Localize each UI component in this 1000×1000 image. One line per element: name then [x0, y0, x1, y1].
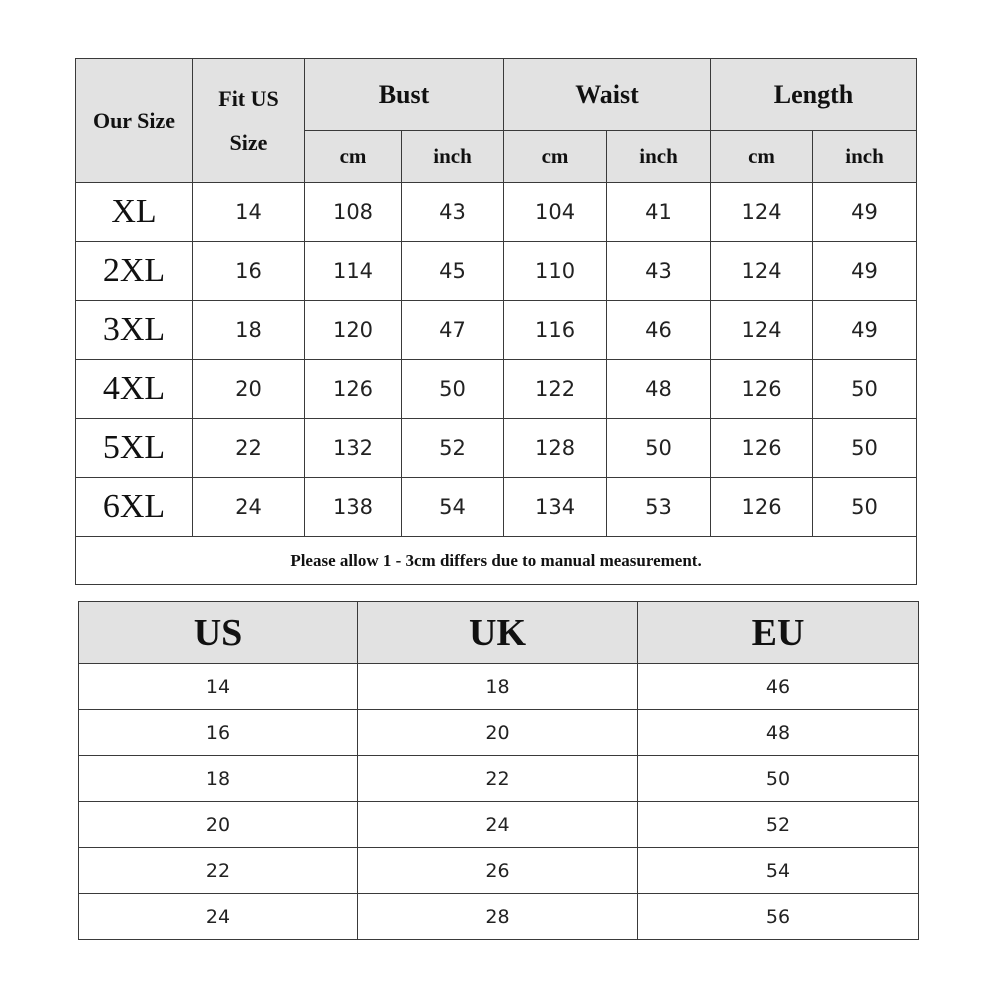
fit-us-cell: 14 — [193, 183, 305, 242]
header-waist-inch: inch — [607, 131, 711, 183]
conversion-row — [79, 802, 919, 848]
uk-cell: 28 — [358, 894, 638, 940]
us-cell: 16 — [79, 710, 358, 756]
bust-inch-cell: 50 — [402, 360, 504, 419]
waist-cm-cell: 104 — [504, 183, 607, 242]
waist-cm-cell: 122 — [504, 360, 607, 419]
length-inch-cell: 50 — [813, 478, 917, 537]
eu-cell: 56 — [638, 894, 919, 940]
bust-cm-cell: 108 — [305, 183, 402, 242]
uk-cell: 18 — [358, 664, 638, 710]
size-cell: 4XL — [76, 360, 193, 419]
length-inch-cell: 49 — [813, 301, 917, 360]
waist-inch-cell: 41 — [607, 183, 711, 242]
fit-us-cell: 16 — [193, 242, 305, 301]
size-row — [76, 419, 917, 478]
fit-us-cell: 18 — [193, 301, 305, 360]
size-cell: 2XL — [76, 242, 193, 301]
waist-cm-cell: 116 — [504, 301, 607, 360]
bust-cm-cell: 114 — [305, 242, 402, 301]
us-cell: 20 — [79, 802, 358, 848]
size-conversion-table — [78, 601, 919, 940]
header-waist: Waist — [504, 59, 711, 131]
us-cell: 22 — [79, 848, 358, 894]
fit-us-cell: 22 — [193, 419, 305, 478]
uk-cell: 26 — [358, 848, 638, 894]
us-cell: 18 — [79, 756, 358, 802]
eu-cell: 50 — [638, 756, 919, 802]
size-chart-table — [75, 58, 917, 585]
eu-cell: 54 — [638, 848, 919, 894]
header-us: US — [79, 602, 358, 664]
conversion-row — [79, 848, 919, 894]
waist-cm-cell: 128 — [504, 419, 607, 478]
header-bust: Bust — [305, 59, 504, 131]
header-fit-us-size: Fit US Size — [193, 59, 305, 183]
size-cell: XL — [76, 183, 193, 242]
conversion-row — [79, 894, 919, 940]
header-length-inch: inch — [813, 131, 917, 183]
waist-cm-cell: 134 — [504, 478, 607, 537]
length-cm-cell: 126 — [711, 360, 813, 419]
bust-inch-cell: 45 — [402, 242, 504, 301]
bust-cm-cell: 138 — [305, 478, 402, 537]
length-cm-cell: 126 — [711, 419, 813, 478]
length-inch-cell: 50 — [813, 360, 917, 419]
length-inch-cell: 49 — [813, 242, 917, 301]
waist-inch-cell: 46 — [607, 301, 711, 360]
bust-cm-cell: 126 — [305, 360, 402, 419]
waist-cm-cell: 110 — [504, 242, 607, 301]
bust-cm-cell: 120 — [305, 301, 402, 360]
fit-us-cell: 20 — [193, 360, 305, 419]
header-bust-cm: cm — [305, 131, 402, 183]
waist-inch-cell: 43 — [607, 242, 711, 301]
length-cm-cell: 126 — [711, 478, 813, 537]
bust-inch-cell: 47 — [402, 301, 504, 360]
uk-cell: 22 — [358, 756, 638, 802]
header-length: Length — [711, 59, 917, 131]
fit-us-cell: 24 — [193, 478, 305, 537]
waist-inch-cell: 48 — [607, 360, 711, 419]
header-length-cm: cm — [711, 131, 813, 183]
size-row — [76, 360, 917, 419]
size-cell: 5XL — [76, 419, 193, 478]
us-cell: 24 — [79, 894, 358, 940]
size-row — [76, 183, 917, 242]
size-row — [76, 242, 917, 301]
header-uk: UK — [358, 602, 638, 664]
bust-inch-cell: 52 — [402, 419, 504, 478]
eu-cell: 46 — [638, 664, 919, 710]
conversion-row — [79, 664, 919, 710]
length-cm-cell: 124 — [711, 183, 813, 242]
bust-inch-cell: 54 — [402, 478, 504, 537]
size-row — [76, 301, 917, 360]
length-inch-cell: 50 — [813, 419, 917, 478]
conversion-row — [79, 756, 919, 802]
measurement-note: Please allow 1 - 3cm differs due to manual measurement. — [76, 537, 917, 585]
waist-inch-cell: 50 — [607, 419, 711, 478]
header-our-size: Our Size — [76, 59, 193, 183]
header-bust-inch: inch — [402, 131, 504, 183]
length-inch-cell: 49 — [813, 183, 917, 242]
conversion-row — [79, 710, 919, 756]
waist-inch-cell: 53 — [607, 478, 711, 537]
bust-cm-cell: 132 — [305, 419, 402, 478]
us-cell: 14 — [79, 664, 358, 710]
eu-cell: 52 — [638, 802, 919, 848]
bust-inch-cell: 43 — [402, 183, 504, 242]
header-waist-cm: cm — [504, 131, 607, 183]
length-cm-cell: 124 — [711, 301, 813, 360]
size-cell: 3XL — [76, 301, 193, 360]
length-cm-cell: 124 — [711, 242, 813, 301]
size-cell: 6XL — [76, 478, 193, 537]
eu-cell: 48 — [638, 710, 919, 756]
uk-cell: 20 — [358, 710, 638, 756]
uk-cell: 24 — [358, 802, 638, 848]
header-eu: EU — [638, 602, 919, 664]
size-row — [76, 478, 917, 537]
